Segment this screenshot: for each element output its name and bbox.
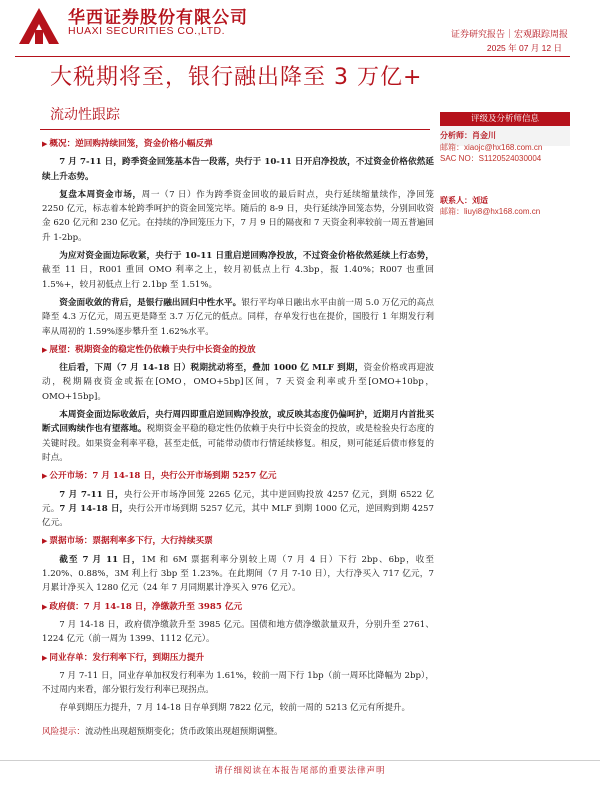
heading-open-market: ▶ 公开市场：7 月 14-18 日，央行公开市场到期 5257 亿元 [42,471,277,482]
paragraph: 截至 7 月 11 日，1M 和 6M 票据利率分别较上周（7 月 4 日）下行 2bp、6bp，收至 1.20%、0.88%，3M 利上行 3bp 至 1.23%。在此期间（7 月 7-10 日），大行净买入 717 亿元，7 月累计净买入 1280 亿元（24 年 7 月同期累计净买入 976 亿元）。 [42,554,434,594]
paragraph: 存单到期压力提升，7 月 14-18 日存单到期 7822 亿元，较前一周的 5213 亿元有所提升。 [59,703,411,714]
report-date: 2025 年 07 月 12 日 [486,43,562,53]
analyst2-name: 联系人：刘适 [440,194,488,205]
analyst1-name: 分析师：肖金川 [440,130,496,140]
paragraph: 本周资金面边际收敛后，央行周四即重启逆回购净投放，或反映其态度仍偏呵护，近期月内首批买断式回购续作也有望落地。税期资金平稳的稳定性仍依赖于央行中长资金的投放，或是检验央行态度的关键时段。如果资金利率平稳，甚至走低，可能带动债市行情延续修复。相反，则可能延后债市修复的时点。 [42,410,434,463]
paragraph: 7 月 7-11 日，央行公开市场净回笼 2265 亿元，其中逆回购投放 4257 亿元，到期 6522 亿元。7 月 14-18 日，央行公开市场到期 5257 亿元，其中 MLF 到期 1000 亿元，逆回购到期 4257 亿元。 [42,489,434,529]
heading-overview: ▶ 概况：逆回购持续回笼，资金价格小幅反弹 [42,139,213,149]
analyst1-sac: SAC NO：S1120524030004 [440,154,542,163]
company-name-cn: 华西证券股份有限公司 [68,8,248,28]
footer-divider [0,760,600,761]
company-name-en: HUAXI SECURITIES CO.,LTD. [68,25,225,37]
triangle-icon: ▶ [42,344,48,354]
heading-outlook: ▶ 展望：税期资金的稳定性仍依赖于央行中长资金的投放 [42,344,256,355]
triangle-icon: ▶ [42,139,48,148]
analyst-panel [440,130,575,218]
paragraph: 7 月 7-11 日，跨季资金回笼基本告一段落，央行于 10-11 日开启净投放，不过资金价格依然延续上升态势。 [42,157,434,182]
report-title: 大税期将至，银行融出降至 3 万亿+ [50,65,423,90]
heading-gov-bonds: ▶ 政府债：7 月 14-18 日，净缴款升至 3985 亿元 [42,601,243,612]
analyst2-email[interactable]: 邮箱：liuyi8@hx168.com.cn [440,207,541,216]
huaxi-logo-icon [16,6,62,46]
header-divider [15,56,570,57]
risk-text: 流动性出现超预期变化；货币政策出现超预期调整。 [84,727,283,737]
risk-warning [42,725,434,739]
triangle-icon: ▶ [42,601,48,611]
report-body [42,136,434,720]
risk-label: 风险提示： [42,727,85,737]
heading-bill-market: ▶ 票据市场：票据利率多下行，大行持续买票 [42,536,213,547]
section-label: 流动性跟踪 [50,107,120,123]
paragraph: 7 月 14-18 日，政府债净缴款升至 3985 亿元。国债和地方债净缴款量双升，分别升至 2761、1224 亿元（前一周为 1399、1112 亿元）。 [42,619,434,645]
paragraph: 往后看，下周（7 月 14-18 日）税期扰动将至，叠加 1000 亿 MLF 到期，资金价格或再迎波动，税期隔夜资金或振在[OMO，OMO+5bp]区间，7 天资金利率或升至[OMO+10bp，OMO+15bp]。 [42,363,434,402]
heading-ncd: ▶ 同业存单：发行利率下行，到期压力提升 [42,652,205,663]
sidebar-heading: 评级及分析师信息 [440,112,570,126]
triangle-icon: ▶ [42,536,48,546]
section-divider [40,129,430,130]
analyst1-email[interactable]: 邮箱：xiaojc@hx168.com.cn [440,142,543,152]
paragraph: 为应对资金面边际收紧，央行于 10-11 日重启逆回购净投放，不过资金价格依然延续上行态势，截至 11 日，R001 重回 OMO 利率之上，较月初低点上行 4.3bp，报 1.40%；R007 也重回 1.5%+，较月初低点上行 2.1bp 至 1.51%。 [42,251,434,290]
paragraph: 7 月 7-11 日，同业存单加权发行利率为 1.61%，较前一周下行 1bp（前一周环比降幅为 2bp），不过周内来看，部分银行发行利率已现拐点。 [42,670,434,696]
triangle-icon: ▶ [42,471,48,481]
legal-notice: 请仔细阅读在本报告尾部的重要法律声明 [214,766,386,776]
triangle-icon: ▶ [42,652,48,662]
paragraph: 资金面收敛的背后，是银行融出回归中性水平。银行平均单日融出水平由前一周 5.0 万亿元的高点降至 4.3 万亿元，周五更是降至 3.7 万亿元的低点。同样，存单发行也在提价，国股行 1 年期发行利率从周初的 1.59%逐步攀升至 1.62%水平。 [42,297,434,337]
report-type: 证券研究报告｜宏观跟踪周报 [450,30,568,40]
paragraph: 复盘本周资金市场，周一（7 日）作为跨季资金回收的最后时点，央行延续缩量续作，净回笼 2250 亿元，标志着本轮跨季呵护的资金回笼完毕。随后的 8-9 日，央行延续净回笼态势，分别回收资金 620 亿元和 230 亿元。在持续的净回笼压力下，7 月 9 日的隔夜和 7 天资金利率较前一周五普遍回升 1-2bp。 [42,189,434,243]
